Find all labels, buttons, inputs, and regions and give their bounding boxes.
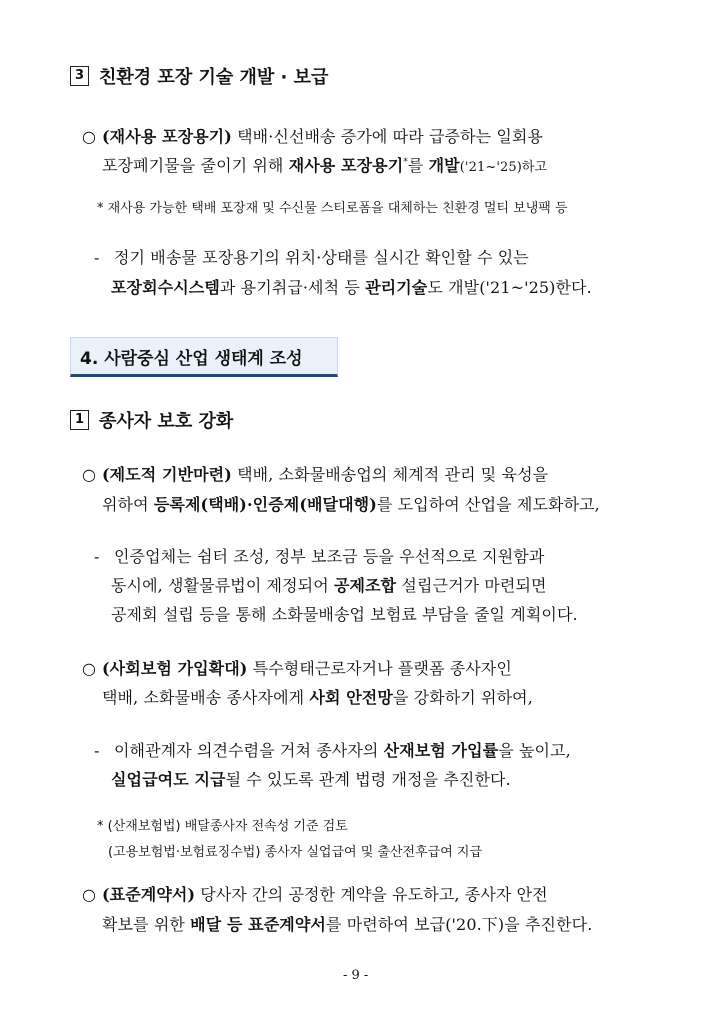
bold-text: 사회 안전망 [309,688,393,707]
text: 택배·신선배송 증가에 따라 급증하는 일회용 [231,127,544,146]
bullet-mark: ○ [82,659,97,678]
bullet-line [82,462,548,485]
bullet-heading: (재사용 포장용기) [102,127,232,146]
bullet-line [82,124,543,147]
bullet-heading: (사회보험 가입확대) [102,659,248,678]
bold-text: 등록제(택배)·인증제(배달대행) [153,495,377,514]
text: 를 마련하여 보급('20.下)을 추진한다. [325,915,593,934]
footnote: (고용보험법·보험료징수법) 종사자 실업급여 및 출산전후급여 지급 [108,845,483,860]
text: 을 높이고, [498,741,571,760]
text: 과 용기취급·세척 등 [219,278,366,297]
dash-line: 공제회 설립 등을 통해 소화물배송업 보험료 부담을 줄일 계획이다. [111,605,578,624]
text: 택배, 소화물배송 종사자에게 [102,688,310,707]
text: 인증업체는 쉼터 조성, 정부 보조금 등을 우선적으로 지원함과 [114,547,545,566]
subsection-title: 종사자 보호 강화 [99,411,234,432]
bullet-line [82,882,548,905]
text: 될 수 있도록 관계 법령 개정을 추진한다. [225,770,511,789]
text: 를 [407,156,429,175]
dash-mark: - [94,547,100,566]
bullet-mark: ○ [82,465,97,484]
section-banner [70,337,338,377]
dash-line [111,573,547,596]
bold-text: 포장회수시스템 [111,278,220,297]
bullet-line [102,153,547,176]
text: ('21~'25)하고 [459,160,548,175]
section-heading-3 [70,63,328,89]
text: 확보를 위한 [102,915,191,934]
bullet-mark: ○ [82,885,97,904]
dash-mark: - [94,248,100,267]
text: 특수형태근로자거나 플랫폼 종사자인 [247,659,512,678]
dash-line [94,245,529,268]
bullet-heading: (표준계약서) [102,885,196,904]
dash-line [111,275,592,298]
bullet-line [102,685,533,708]
bullet-line [102,912,592,935]
bullet-line [102,492,600,515]
bold-text: 재사용 포장용기 [288,156,404,175]
dash-line [111,767,511,790]
footnote-mark: * [403,157,408,168]
subsection-number-box: 1 [70,410,89,430]
bold-text: 공제조합 [333,576,397,595]
dash-line [94,544,544,567]
bold-text: 관리기술 [365,278,428,297]
text: 도 개발('21~'25)한다. [427,278,592,297]
bullet-mark: ○ [82,127,97,146]
text: 이해관계자 의견수렴을 거쳐 종사자의 [114,741,384,760]
section-title: 친환경 포장 기술 개발 · 보급 [99,67,329,88]
text: 당사자 간의 공정한 계약을 유도하고, 종사자 안전 [195,885,548,904]
text: 위하여 [102,495,154,514]
bold-text: 개발 [428,156,460,175]
text: 을 강화하기 위하여, [392,688,533,707]
footnote: * 재사용 가능한 택배 포장재 및 수신물 스티로폼을 대체하는 친환경 멀티 보냉팩 등 [97,201,568,216]
footnote: * (산재보험법) 배달종사자 전속성 기준 검토 [97,819,348,834]
page-number: - 9 - [343,968,369,983]
text: 를 도입하여 산업을 제도화하고, [376,495,600,514]
bold-text: 산재보험 가입률 [383,741,499,760]
text: 설립근거가 마련되면 [396,576,547,595]
text: 택배, 소화물배송업의 체계적 관리 및 육성을 [231,465,549,484]
text: 정기 배송물 포장용기의 위치·상태를 실시간 확인할 수 있는 [114,248,529,267]
bullet-line [82,656,512,679]
subsection-heading [70,407,233,433]
banner-title: 4. 사람중심 산업 생태계 조성 [80,349,303,369]
text: 포장폐기물을 줄이기 위해 [102,156,289,175]
bullet-heading: (제도적 기반마련) [102,465,232,484]
bold-text: 배달 등 표준계약서 [190,915,326,934]
bold-text: 실업급여도 지급 [111,770,226,789]
section-number-box: 3 [70,66,89,86]
text: 동시에, 생활물류법이 제정되어 [111,576,334,595]
dash-line [94,738,571,761]
dash-mark: - [94,741,100,760]
